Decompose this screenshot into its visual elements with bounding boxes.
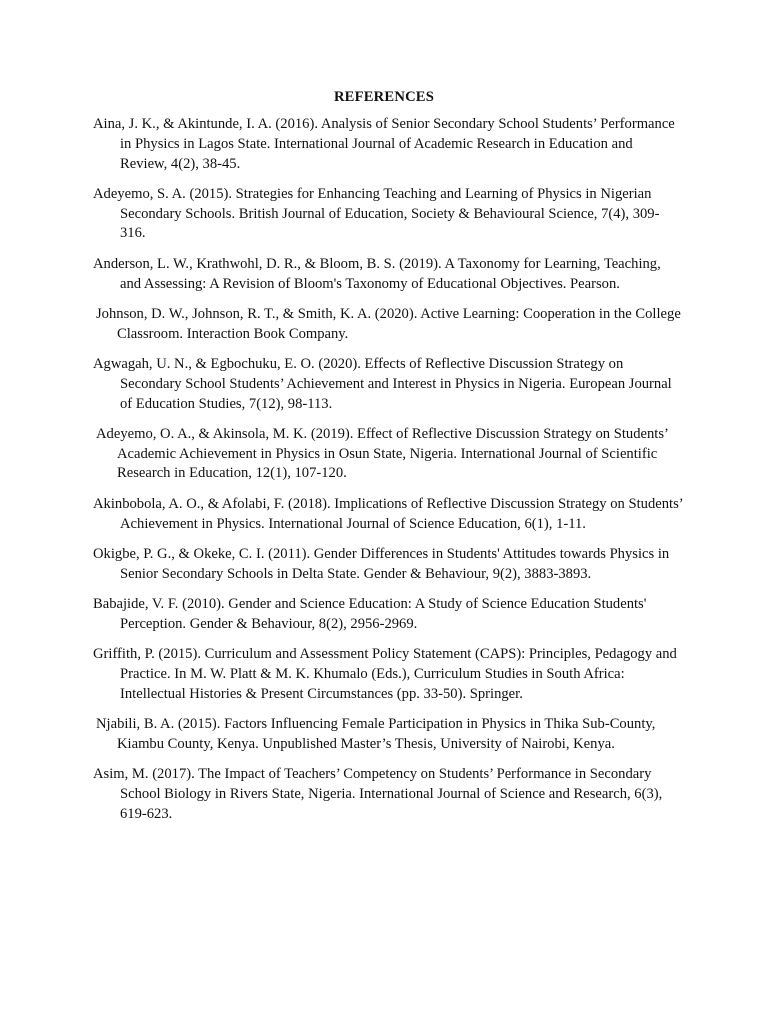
- reference-entry: Griffith, P. (2015). Curriculum and Assessment Policy Statement (CAPS): Principles, Pedagogy and Practice. In M. W. Platt & M. K. Khumalo (Eds.), Curriculum Studies in South Africa: Intellectual Histories & Present Circumstances (pp. 33-50). Springer.: [93, 646, 677, 702]
- reference-entry: Agwagah, U. N., & Egbochuku, E. O. (2020). Effects of Reflective Discussion Strategy on Secondary School Students’ Achievement and Interest in Physics in Nigeria. European Journal of Education Studies, 7(12), 98-113.: [93, 355, 672, 412]
- reference-entry: Anderson, L. W., Krathwohl, D. R., & Bloom, B. S. (2019). A Taxonomy for Learning, Teaching, and Assessing: A Revision of Bloom's Taxonomy of Educational Objectives. Pearson.: [93, 255, 661, 292]
- reference-entry: Asim, M. (2017). The Impact of Teachers’ Competency on Students’ Performance in Secondary School Biology in Rivers State, Nigeria. International Journal of Science and Research, 6(3), 619-623.: [93, 766, 663, 822]
- reference-entry: Njabili, B. A. (2015). Factors Influencing Female Participation in Physics in Thika Sub-County, Kiambu County, Kenya. Unpublished Master’s Thesis, University of Nairobi, Kenya.: [96, 715, 656, 752]
- reference-entry: Akinbobola, A. O., & Afolabi, F. (2018). Implications of Reflective Discussion Strategy on Students’ Achievement in Physics. International Journal of Science Education, 6(1), 1-11.: [93, 495, 683, 532]
- reference-entry: Okigbe, P. G., & Okeke, C. I. (2011). Gender Differences in Students' Attitudes towards Physics in Senior Secondary Schools in Delta State. Gender & Behaviour, 9(2), 3883-3893.: [93, 545, 670, 582]
- reference-entry: Adeyemo, S. A. (2015). Strategies for Enhancing Teaching and Learning of Physics in Nigerian Secondary Schools. British Journal of Education, Society & Behavioural Science, 7(4), 309-316.: [93, 185, 660, 242]
- reference-list: [93, 115, 683, 835]
- reference-entry: Adeyemo, O. A., & Akinsola, M. K. (2019). Effect of Reflective Discussion Strategy on Students’ Academic Achievement in Physics in Osun State, Nigeria. International Journal of Scientific Research in Education, 12(1), 107-120.: [96, 425, 668, 482]
- reference-entry: Aina, J. K., & Akintunde, I. A. (2016). Analysis of Senior Secondary School Students’ Performance in Physics in Lagos State. International Journal of Academic Research in Education and Review, 4(2), 38-45.: [93, 116, 675, 172]
- reference-entry: Babajide, V. F. (2010). Gender and Science Education: A Study of Science Education Students' Perception. Gender & Behaviour, 8(2), 2956-2969.: [93, 595, 647, 632]
- page-title: REFERENCES: [333, 89, 435, 105]
- reference-entry: Johnson, D. W., Johnson, R. T., & Smith, K. A. (2020). Active Learning: Cooperation in the College Classroom. Interaction Book Company.: [96, 305, 681, 342]
